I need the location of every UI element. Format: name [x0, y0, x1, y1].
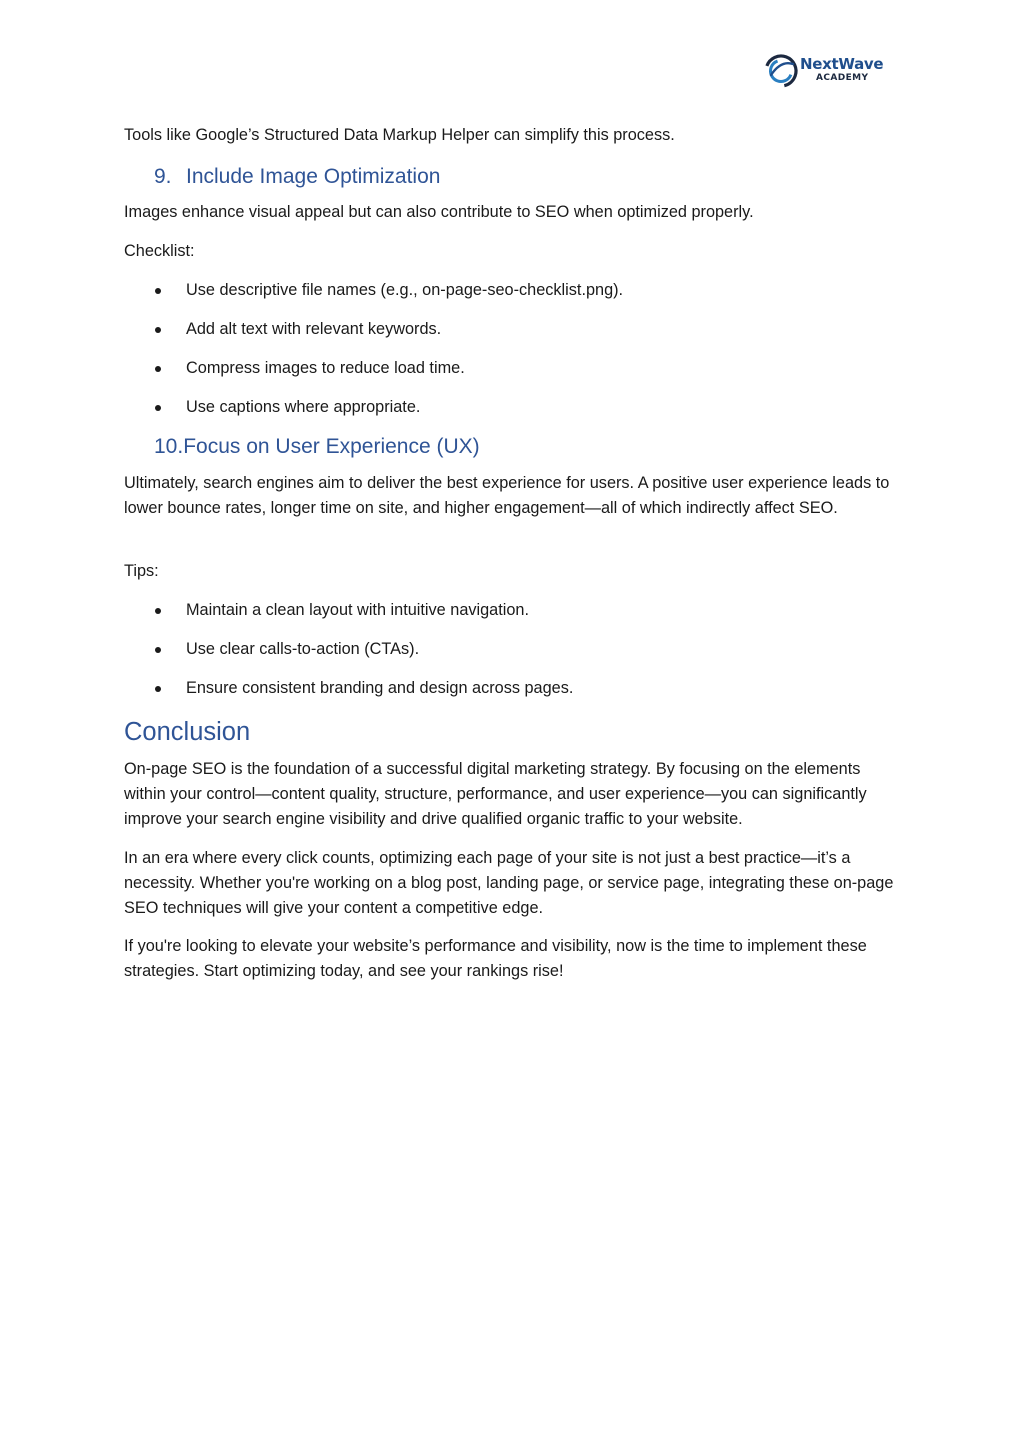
- section-10-title: Focus on User Experience (UX): [183, 435, 480, 458]
- section-9-title: Include Image Optimization: [186, 165, 441, 188]
- section-9-body: Images enhance visual appeal but can also contribute to SEO when optimized properly.: [124, 203, 754, 221]
- bullet-icon: [155, 327, 161, 333]
- nextwave-academy-logo: [762, 51, 892, 91]
- section-10-number: 10.: [154, 435, 184, 458]
- logo-swirl-icon: [762, 51, 800, 91]
- conclusion-paragraph: On-page SEO is the foundation of a successful digital marketing strategy. By focusing on the elements within your control—content quality, structure, performance, and user experience—you can significantly improve your search engine visibility and drive qualified organic traffic to your website.: [124, 760, 867, 828]
- section-9-number: 9.: [154, 165, 172, 188]
- bullet-icon: [155, 686, 161, 692]
- section-9-heading: [154, 163, 440, 191]
- bullet-icon: [155, 288, 161, 294]
- conclusion-paragraph: In an era where every click counts, optimizing each page of your site is not just a best practice—it’s a necessity. Whether you're working on a blog post, landing page, or service page, integrating these on-page SEO techniques will give your content a competitive edge.: [124, 849, 894, 917]
- conclusion-heading: Conclusion: [124, 718, 251, 746]
- conclusion-paragraph: If you're looking to elevate your website’s performance and visibility, now is the time to implement these strategies. Start optimizing today, and see your rankings rise!: [124, 937, 867, 980]
- logo-subtitle: ACADEMY: [816, 73, 869, 83]
- bullet-icon: [155, 647, 161, 653]
- intro-paragraph: Tools like Google’s Structured Data Markup Helper can simplify this process.: [124, 126, 675, 144]
- section-9-list-label: Checklist:: [124, 242, 195, 260]
- bullet-icon: [155, 405, 161, 411]
- section-10-heading: [154, 433, 480, 461]
- logo-name: NextWave: [800, 55, 884, 73]
- bullet-icon: [155, 366, 161, 372]
- section-10-body: Ultimately, search engines aim to deliver the best experience for users. A positive user experience leads to lower bounce rates, longer time on site, and higher engagement—all of which indirectly affect SEO.: [124, 474, 890, 517]
- section-10-list-label: Tips:: [124, 562, 159, 580]
- bullet-icon: [155, 608, 161, 614]
